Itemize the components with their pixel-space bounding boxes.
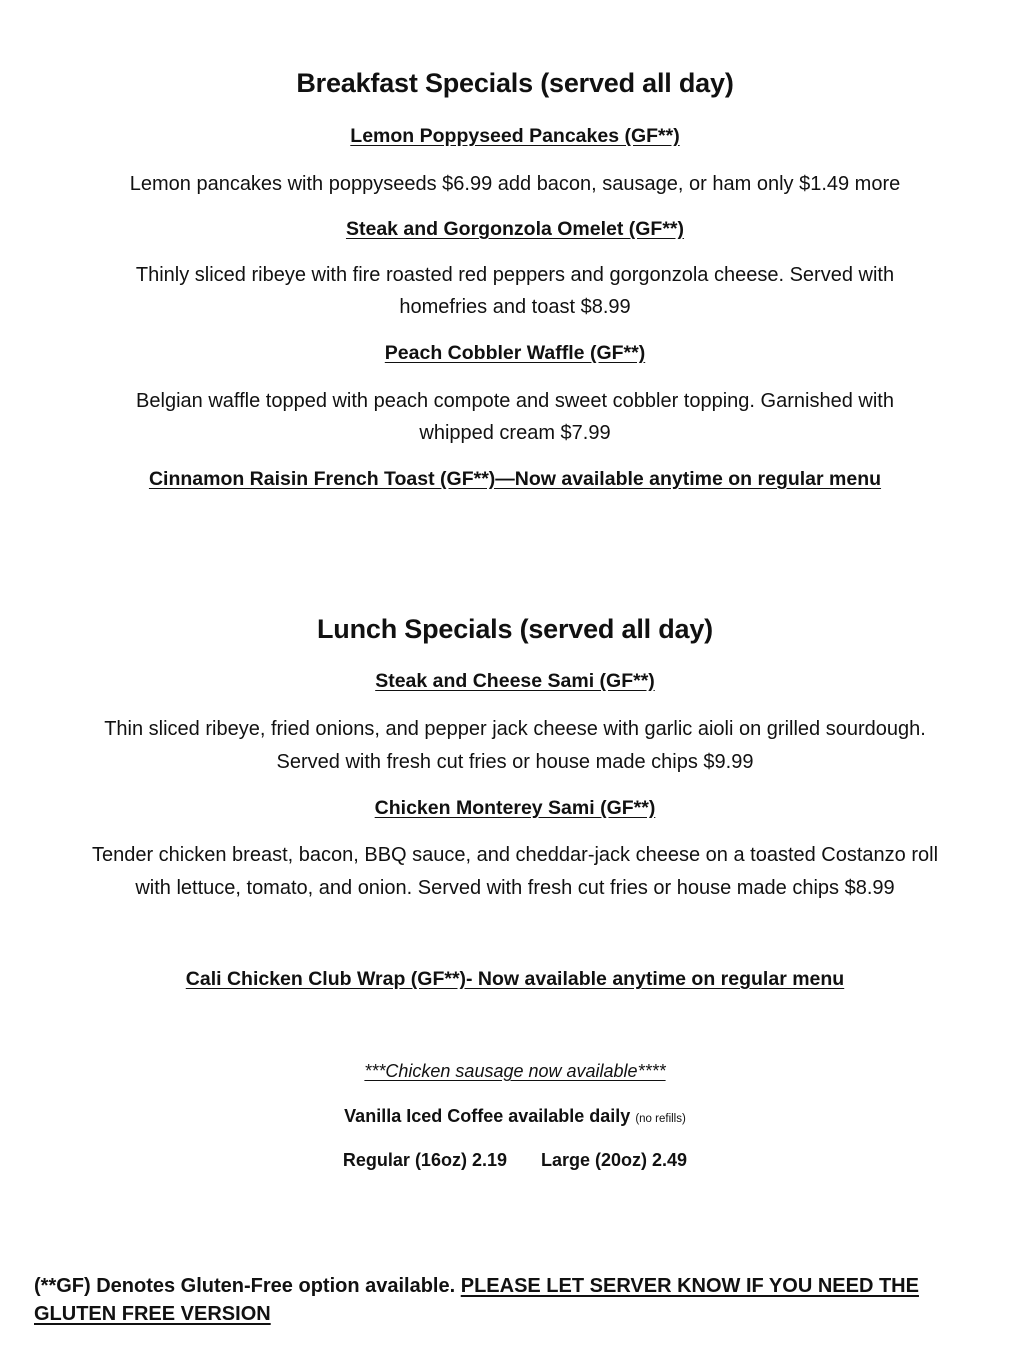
item-cinnamon-raisin-french-toast: Cinnamon Raisin French Toast (GF**)—Now available anytime on regular menu — [148, 468, 882, 490]
item-lemon-poppyseed-pancakes: Lemon Poppyseed Pancakes (GF**) — [350, 125, 680, 147]
item-steak-gorgonzola-omelet-desc-1: Thinly sliced ribeye with fire roasted red peppers and gorgonzola cheese. Served with — [135, 264, 895, 286]
item-chicken-monterey-sami-desc-2: with lettuce, tomato, and onion. Served with fresh cut fries or house made chips $8.99 — [135, 877, 895, 899]
item-steak-cheese-sami-desc-2: Served with fresh cut fries or house made chips $9.99 — [276, 751, 754, 773]
item-peach-cobbler-waffle-desc-2: whipped cream $7.99 — [419, 422, 611, 444]
item-steak-gorgonzola-omelet: Steak and Gorgonzola Omelet (GF**) — [345, 218, 685, 240]
item-steak-cheese-sami: Steak and Cheese Sami (GF**) — [375, 670, 655, 692]
item-steak-cheese-sami-desc-1: Thin sliced ribeye, fried onions, and pepper jack cheese with garlic aioli on grilled sourdough. — [104, 718, 926, 740]
coffee-size-large: Large (20oz) 2.49 — [541, 1150, 688, 1170]
item-steak-gorgonzola-omelet-desc-2: homefries and toast $8.99 — [399, 296, 631, 318]
vanilla-iced-coffee-label: Vanilla Iced Coffee available daily — [344, 1106, 631, 1126]
vanilla-iced-coffee-line — [0, 1106, 1030, 1127]
gluten-free-note: (**GF) Denotes Gluten-Free option available. — [34, 1275, 456, 1297]
chicken-sausage-note: ***Chicken sausage now available**** — [364, 1061, 666, 1081]
item-peach-cobbler-waffle-desc-1: Belgian waffle topped with peach compote and sweet cobbler topping. Garnished with — [136, 390, 894, 412]
item-chicken-monterey-sami: Chicken Monterey Sami (GF**) — [374, 797, 656, 819]
coffee-size-regular: Regular (16oz) 2.19 — [342, 1150, 507, 1170]
item-peach-cobbler-waffle: Peach Cobbler Waffle (GF**) — [384, 342, 646, 364]
item-lemon-poppyseed-pancakes-desc: Lemon pancakes with poppyseeds $6.99 add bacon, sausage, or ham only $1.49 more — [129, 173, 901, 195]
gluten-free-footer — [34, 1272, 984, 1328]
gluten-free-warning: PLEASE LET SERVER KNOW IF YOU NEED THE GLUTEN FREE VERSION — [34, 1275, 919, 1325]
item-cali-chicken-club-wrap: Cali Chicken Club Wrap (GF**)- Now available anytime on regular menu — [185, 968, 845, 990]
breakfast-title: Breakfast Specials (served all day) — [296, 68, 734, 98]
lunch-title: Lunch Specials (served all day) — [317, 614, 713, 644]
item-chicken-monterey-sami-desc-1: Tender chicken breast, bacon, BBQ sauce, and cheddar-jack cheese on a toasted Costanzo roll — [91, 844, 939, 866]
no-refills-note: (no refills) — [635, 1113, 686, 1125]
coffee-sizes-line — [0, 1150, 1030, 1171]
